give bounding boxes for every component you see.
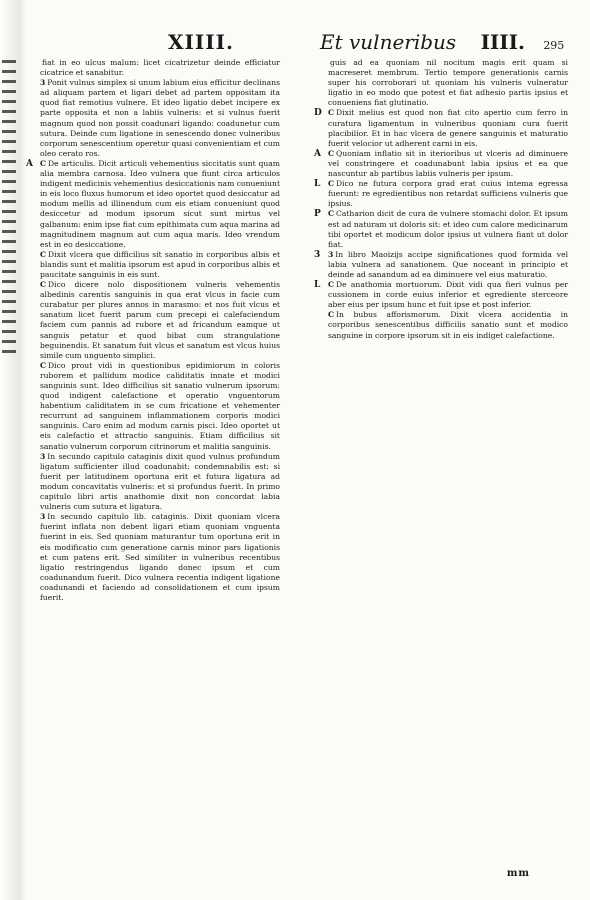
paragraph-mark: 3 bbox=[328, 249, 334, 259]
text-paragraph bbox=[314, 148, 568, 179]
paragraph-text: fiat in eo ulcus malum: licet cicatrizetur deinde efficiatur cicatrice et sanabitur. bbox=[40, 58, 280, 78]
text-paragraph bbox=[314, 108, 568, 148]
folio-number: 295 bbox=[543, 39, 565, 52]
margin-letter: D bbox=[314, 108, 322, 119]
paragraph-text: De articulis. Dicit articuli vehementius siccitatis sunt quam alia membra carnosa. Ideo vulnera que fiunt circa articulos indigent medicinis vehementius desiccationis nam conueniunt in eis loco fluxus humorum et ideo oportet quod desiccatur ad modum mellis ad illinendum cum eis etiam conueniunt quod desiccetur ad modum ipsorum sicut sunt mirtus vel galbanum: enim ipse fiat cum epithimata cum aqua marina ad magnitudinem magnum aut cum aqua maris. Ideo vrendum est in eo desiccatione. bbox=[40, 158, 280, 249]
paragraph-mark: C bbox=[328, 108, 335, 118]
text-paragraph bbox=[40, 280, 280, 361]
paragraph-mark: C bbox=[328, 280, 335, 290]
text-paragraph bbox=[314, 249, 568, 280]
text-paragraph bbox=[314, 280, 568, 310]
paragraph-text: Dixit melius est quod non fiat cito apertio cum ferro in curatura ligamentum in vulneribus quoniam cura fuerit placibilior. Et in hac vlcera de genere sanguinis et maturatio fuerit velocior ut adherent carni in eis. bbox=[328, 108, 568, 148]
paragraph-text: De anathomia mortuorum. Dixit vidi qua fieri vulnus per cussionem in corde euius inferior et egrediente sterceore aber eius per ipsum hunc et fuit ipse et post inferior. bbox=[328, 280, 568, 310]
right-text-column bbox=[314, 58, 568, 341]
running-head-right bbox=[320, 30, 564, 60]
text-paragraph bbox=[40, 512, 280, 603]
paragraph-mark: 3 bbox=[40, 451, 46, 461]
running-head-left: XIIII. bbox=[168, 30, 234, 54]
paragraph-text: Catharion dicit de cura de vulnere stomachi dolor. Et ipsum est ad naturam ut doloris sit: et ideo cum calore medicinarum tibi oportet et modicum dolor ipsius ut vulnera fiant ut dolor fiat. bbox=[328, 209, 568, 249]
paragraph-mark: C bbox=[40, 249, 47, 259]
paragraph-text: In secundo capitulo cataginis dixit quod vulnus profundum ligatum sufficienter illud coadunabit: condemnabilis est: si fuerit per latitudinem oportuna erit et futura ligatura ad modum concavitatis vulneris: et si profundus fuerit. In primo capitulo libri artis anathomie dixit non concordat labia vulneris cum sutura et ligatura. bbox=[40, 451, 280, 512]
margin-letter: P bbox=[314, 209, 321, 220]
margin-letter: A bbox=[26, 158, 33, 169]
paragraph-mark: C bbox=[328, 179, 335, 189]
paragraph-text: Dico prout vidi in questionibus epidimiorum in coloris ruborem et pallidum modice caliditatis innate et modici sanguinis sunt. Ideo difficilius sit sanatio vulnerum ipsorum: quod indigent calefactione et operatio vnguentorum habentium caliditatem in se cum fricatione et vehementer recurrunt ad sanguinem inflammationem corporis modici sanguinis. Caro enim ad modum carnis pisci. Ideo oportet ut eis calefactio et attractio sanguinis. Etiam difficilius sit sanatio vulnerum corporum citrinorum et malitia sanguinis. bbox=[40, 360, 280, 451]
paragraph-mark: 3 bbox=[40, 512, 46, 522]
text-paragraph bbox=[328, 310, 568, 340]
facing-page-text-fragment bbox=[2, 60, 20, 360]
paragraph-mark: C bbox=[40, 158, 47, 168]
paragraph-mark: C bbox=[40, 280, 47, 290]
paragraph-mark: 3 bbox=[40, 78, 46, 88]
running-head-title: Et vulneribus bbox=[320, 30, 457, 54]
text-paragraph bbox=[40, 78, 280, 159]
margin-letter: A bbox=[314, 148, 321, 159]
running-head-roman: IIII. bbox=[480, 30, 525, 54]
text-paragraph bbox=[26, 158, 280, 250]
text-paragraph bbox=[40, 361, 280, 452]
text-paragraph bbox=[40, 250, 280, 280]
paragraph-text: Dixit vlcera que difficilius sit sanatio in corporibus albis et blandis sunt et malitia ipsorum est apud in corporibus albis et paucitate sanguinis in eis sunt. bbox=[40, 249, 280, 279]
text-paragraph bbox=[314, 209, 568, 249]
margin-letter: L bbox=[314, 179, 321, 190]
page-binding-shadow bbox=[0, 0, 26, 900]
paragraph-text: guis ad ea quoniam nil nocitum magis erit quam si macreseret membrum. Tertio tempore generationis carnis super his corroborari ut quoniam his vulneris vulneratur ligatio in eo modo que potest et fiat adhesio partis ipsius et conueniens fiat glutinatio. bbox=[328, 58, 568, 108]
left-text-column bbox=[26, 58, 280, 603]
paragraph-mark: C bbox=[40, 360, 47, 370]
text-paragraph bbox=[314, 179, 568, 209]
paragraph-text: Ponit vulnus simplex si unum labium eius efficitur declinans ad aliquam partem et ligari debet ad partem oppositam ita quod fiat remotius vulnere. Et ideo ligatio debet incipere ex parte opposita et non a labiis vulneris: et si vulnus fuerit magnum quod non possit coadunari ligando: coadunetur cum sutura. Deinde cum ligatione in senescendo donec vulneribus corporum senescentium operetur quasi convenientiam et cum oleo cerato ros. bbox=[40, 78, 280, 158]
paragraph-mark: C bbox=[328, 310, 335, 320]
paragraph-text: Dico dicere nolo dispositionem vulneris vehementis albedinis carentis sanguinis in qua erat vlcus in facie cum curabatur per plures annos in marasmo: et nos fuit vlcus et sanatum licet fuerit parum cum precepi ei calefaciendum faciem cum pannis ad rubore et ad fricandum eamque ut sanguis petatur et quod bibat cum strangulatione beguinendis. Et sanatum fuit vlcus et sanatum est vlcus huius simile cum unguento simplici. bbox=[40, 280, 280, 360]
paragraph-text: Dico ne futura corpora grad erat cuius intema egressa fuerunt: re egredientibus non retardat sufficiens vulneris que ipsius. bbox=[328, 179, 568, 209]
paragraph-text: In bubus afforismorum. Dixit vlcera accidentia in corporibus senescentibus difficilis sanatio sunt et modico sanguine in corpore ipsorum sit in eis indiget calefactione. bbox=[328, 310, 568, 340]
text-paragraph bbox=[40, 58, 280, 78]
margin-letter: 3 bbox=[314, 249, 321, 260]
paragraph-mark: C bbox=[328, 148, 335, 158]
paragraph-text: Quoniam inflatio sit in iterioribus ut vlceris ad diminuere vel constringere et coadunabunt labia ipsius et ea que nascuntur ab partibus labiis vulneris per ipsum. bbox=[328, 148, 568, 179]
paragraph-mark: C bbox=[328, 209, 335, 219]
margin-letter: L bbox=[314, 280, 321, 291]
text-paragraph bbox=[328, 58, 568, 108]
paragraph-text: In secundo capitulo lib. cataginis. Dixit quoniam vlcera fuerint inflata non debent ligari etiam quoniam vnguenta fuerint in eis. Sed quoniam maturantur tum oportuna erit in eis modificatio cum generatione carnis minor pars ligationis et cum patens erit. Sed similiter in vulneribus recentibus ligatio restringendus ligando donec ipsum et cum coadunandum fuerit. Dico vulnera recentia indigent ligatione coadunandi et faciendo ad consolidationem et cum ipsum fuerit. bbox=[40, 512, 280, 602]
text-paragraph bbox=[40, 452, 280, 513]
signature-mark: mm bbox=[506, 868, 530, 879]
paragraph-text: In libro Maoizijs accipe significationes quod formida vel labia vulnera ad sanationem. Que noceant in principio et deinde ad sanandum ad ea diminuere vel eius maturatio. bbox=[328, 249, 568, 279]
